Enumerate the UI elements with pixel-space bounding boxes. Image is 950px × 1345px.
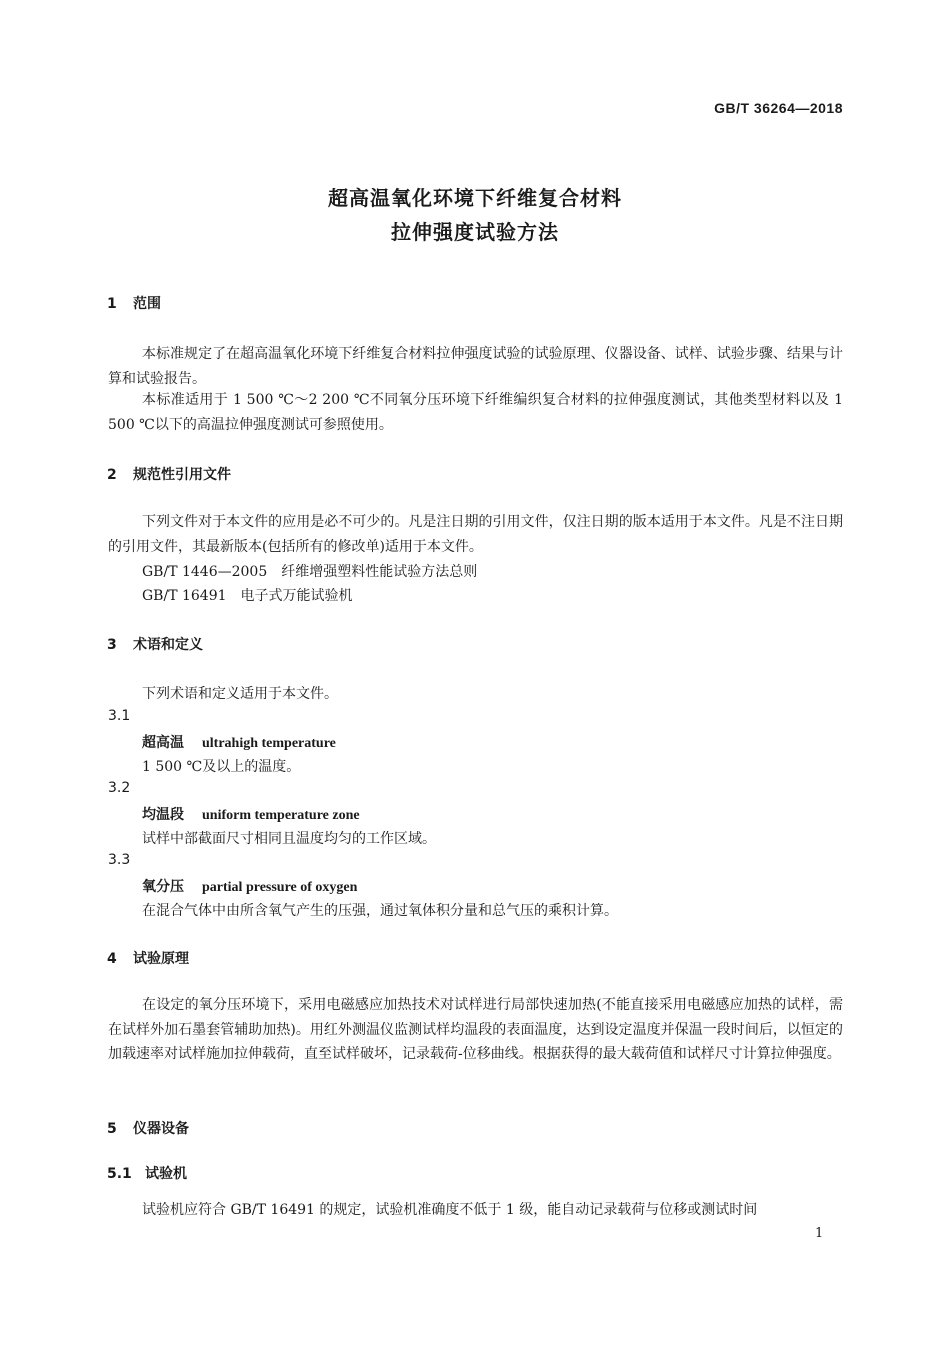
term-definition: 在混合气体中由所含氧气产生的压强，通过氧体积分量和总气压的乘积计算。 bbox=[142, 903, 618, 919]
term-english: partial pressure of oxygen bbox=[202, 880, 358, 895]
section-1-paragraph-1: 本标准规定了在超高温氧化环境下纤维复合材料拉伸强度试验的试验原理、仪器设备、试样、试验步骤、结果与计算和试验报告。 bbox=[108, 346, 843, 387]
subsection-title: 试验机 bbox=[145, 1166, 187, 1182]
term-english: ultrahigh temperature bbox=[202, 736, 336, 751]
term-definition: 试样中部截面尺寸相同且温度均匀的工作区域。 bbox=[142, 831, 436, 847]
section-4-paragraph-1: 在设定的氧分压环境下，采用电磁感应加热技术对试样进行局部快速加热(不能直接采用电磁感应加热的试样，需在试样外加石墨套管辅助加热)。用红外测温仪监测试样均温段的表面温度，达到设定温度并保温一段时间后，以恒定的加载速率对试样施加拉伸载荷，直至试样破坏，记录载荷-位移曲线。根据获得的最大载荷值和试样尺寸计算拉伸强度。 bbox=[108, 997, 843, 1062]
section-3-heading bbox=[107, 634, 203, 654]
term-english: uniform temperature zone bbox=[202, 808, 360, 823]
reference-item: GB/T 16491 电子式万能试验机 bbox=[142, 588, 353, 604]
section-number: 5 bbox=[107, 1121, 117, 1137]
section-2-heading bbox=[107, 464, 231, 484]
section-title: 术语和定义 bbox=[133, 637, 203, 653]
section-3-intro: 下列术语和定义适用于本文件。 bbox=[142, 686, 338, 702]
term-number: 3.1 bbox=[108, 708, 131, 724]
subsection-5-1-heading bbox=[107, 1163, 187, 1183]
section-number: 1 bbox=[107, 296, 117, 312]
section-number: 4 bbox=[107, 951, 117, 967]
section-number: 3 bbox=[107, 637, 117, 653]
section-number: 2 bbox=[107, 467, 117, 483]
term-number: 3.2 bbox=[108, 780, 131, 796]
term-entry bbox=[142, 804, 360, 824]
section-title: 试验原理 bbox=[133, 951, 189, 967]
section-1-paragraph-2: 本标准适用于 1 500 ℃～2 200 ℃不同氧分压环境下纤维编织复合材料的拉伸强度测试，其他类型材料以及 1 500 ℃以下的高温拉伸强度测试可参照使用。 bbox=[108, 392, 843, 433]
standard-code: GB/T 36264—2018 bbox=[714, 100, 843, 116]
document-title-line2: 拉伸强度试验方法 bbox=[391, 220, 559, 244]
section-5-heading bbox=[107, 1118, 189, 1138]
term-definition: 1 500 ℃及以上的温度。 bbox=[142, 759, 301, 775]
page-number: 1 bbox=[815, 1226, 824, 1241]
term-chinese: 超高温 bbox=[142, 735, 184, 751]
term-entry bbox=[142, 732, 336, 752]
subsection-5-1-paragraph: 试验机应符合 GB/T 16491 的规定，试验机准确度不低于 1 级，能自动记录载荷与位移或测试时间 bbox=[142, 1202, 758, 1218]
section-4-heading bbox=[107, 948, 189, 968]
term-chinese: 均温段 bbox=[142, 807, 184, 823]
term-entry bbox=[142, 876, 357, 896]
term-chinese: 氧分压 bbox=[142, 879, 184, 895]
section-title: 仪器设备 bbox=[133, 1121, 189, 1137]
section-title: 范围 bbox=[133, 296, 161, 312]
term-number: 3.3 bbox=[108, 852, 131, 868]
section-title: 规范性引用文件 bbox=[133, 467, 231, 483]
document-title-line1: 超高温氧化环境下纤维复合材料 bbox=[328, 186, 622, 210]
reference-item: GB/T 1446—2005 纤维增强塑料性能试验方法总则 bbox=[142, 564, 478, 580]
section-2-paragraph-1: 下列文件对于本文件的应用是必不可少的。凡是注日期的引用文件，仅注日期的版本适用于本文件。凡是不注日期的引用文件，其最新版本(包括所有的修改单)适用于本文件。 bbox=[108, 514, 843, 555]
section-1-heading bbox=[107, 293, 161, 313]
subsection-number: 5.1 bbox=[107, 1166, 132, 1182]
